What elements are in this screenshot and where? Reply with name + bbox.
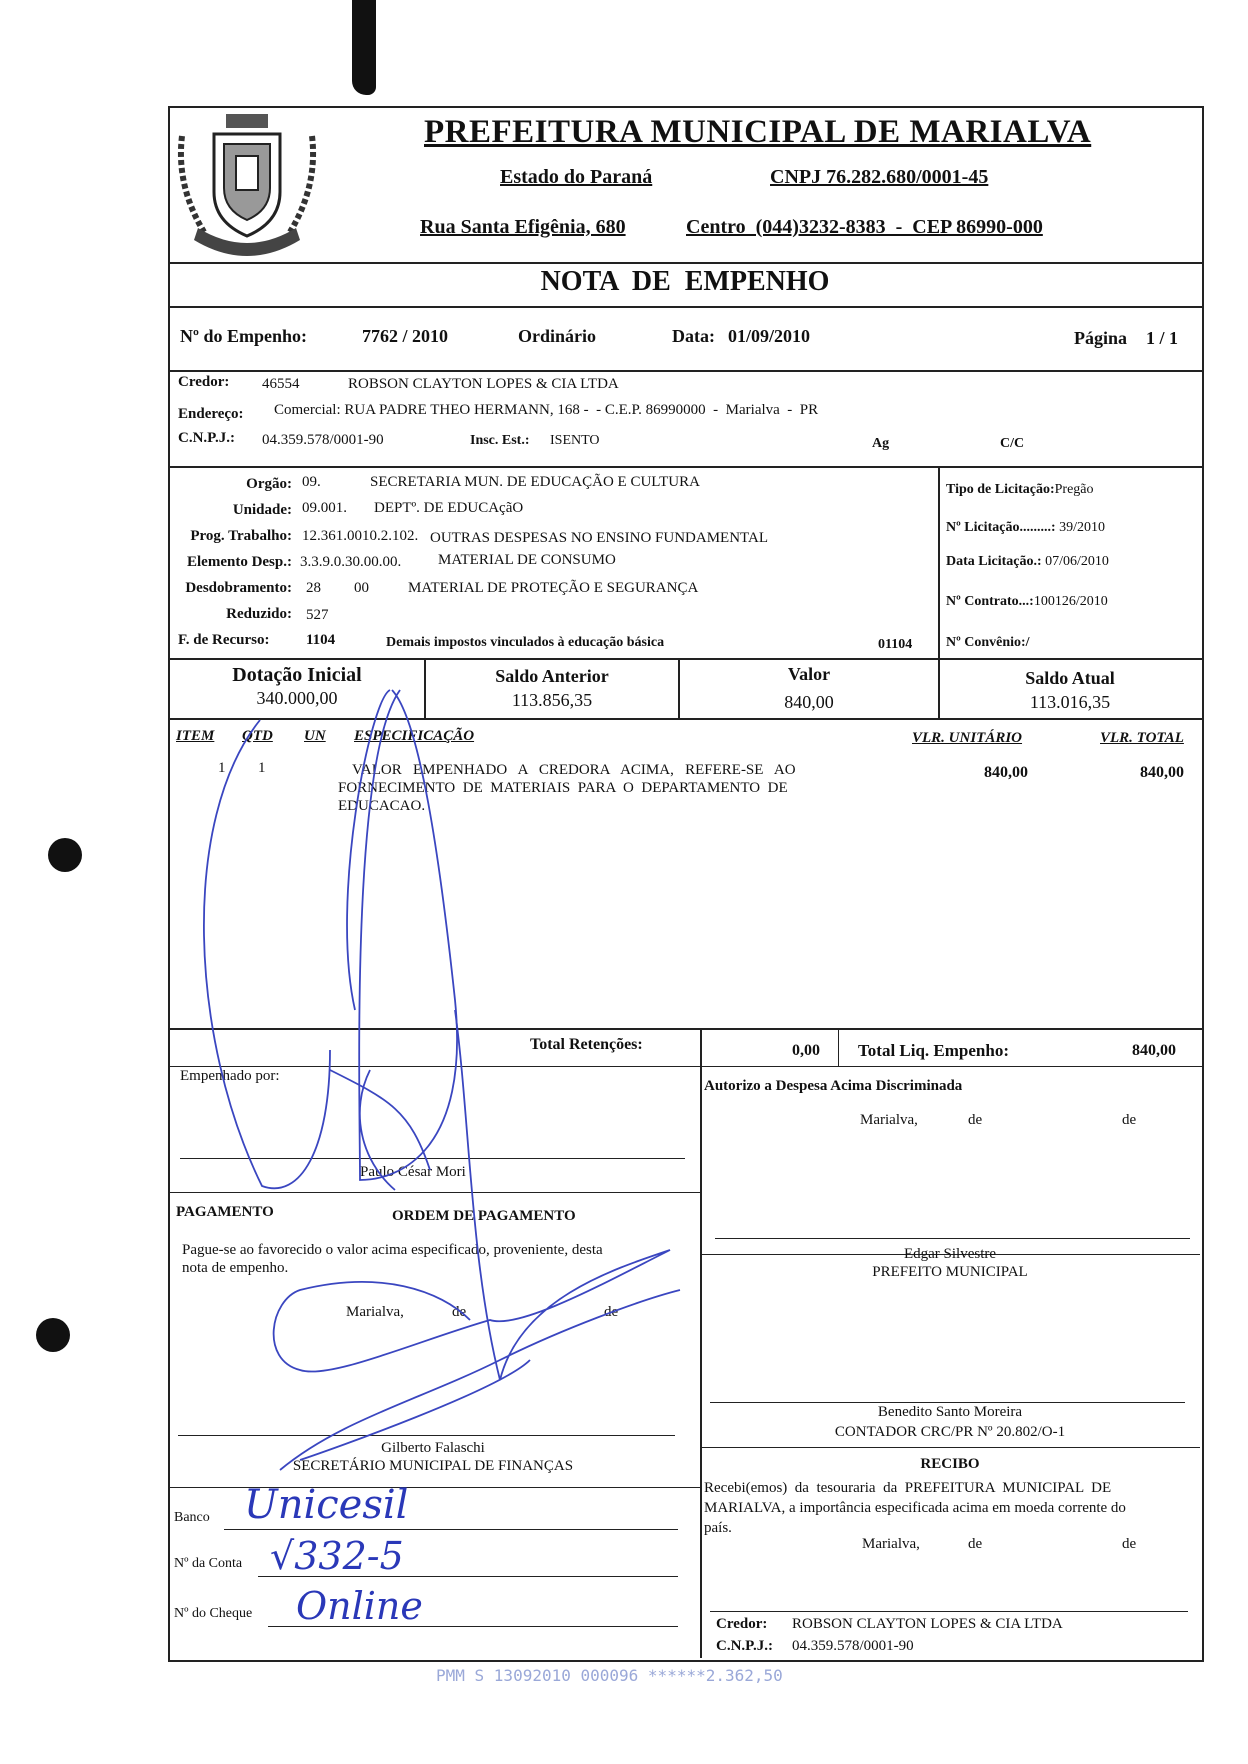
page-number: 1 / 1 (1146, 328, 1179, 348)
item-spec-line-1: VALOR EMPENHADO A CREDORA ACIMA, REFERE-SE AO (352, 762, 796, 778)
item-spec-line-3: EDUCACAO. (338, 798, 426, 814)
desdobramento-label: Desdobramento: (185, 580, 292, 596)
licitacao-contrato: Nº Contrato...:100126/2010 (946, 594, 1108, 609)
recibo-cnpj: 04.359.578/0001-90 (792, 1638, 914, 1654)
prefeito-title: PREFEITO MUNICIPAL (872, 1264, 1028, 1280)
header-contact: Centro (044)3232-8383 - CEP 86990-000 (686, 216, 1043, 238)
valor-value: 840,00 (784, 692, 834, 712)
pagamento-de-1: de (452, 1304, 467, 1320)
item-unit-value: 840,00 (984, 764, 1028, 781)
empenho-type: Ordinário (518, 326, 597, 346)
retencoes-value: 0,00 (792, 1042, 820, 1059)
secretario-title: SECRETÁRIO MUNICIPAL DE FINANÇAS (292, 1458, 574, 1474)
reduzido-value: 527 (306, 607, 329, 623)
saldo-atual-label: Saldo Atual (1025, 668, 1115, 688)
recibo-text-line-1: Recebi(emos) da tesouraria da PREFEITURA MUNICIPAL DE (704, 1480, 1112, 1496)
recurso-label: F. de Recurso: (178, 632, 270, 648)
recibo-title: RECIBO (920, 1456, 980, 1472)
liquido-value: 840,00 (1132, 1042, 1176, 1059)
saldo-atual-value: 113.016,35 (1029, 692, 1111, 712)
elemento-code: 3.3.9.0.30.00.00. (300, 554, 402, 570)
bank-stamp: PMM S 13092010 000096 ******2.362,50 (436, 1666, 783, 1685)
licitacao-data: Data Licitação.: 07/06/2010 (946, 554, 1109, 569)
prog-label: Prog. Trabalho: (190, 528, 292, 544)
saldo-anterior-label: Saldo Anterior (495, 666, 609, 686)
licitacao-convenio: Nº Convênio:/ (946, 635, 1030, 650)
cheque-handwritten: Online (296, 1584, 423, 1628)
elemento-label: Elemento Desp.: (187, 554, 292, 570)
items-header-total: VLR. TOTAL (1100, 730, 1184, 746)
elemento-name: MATERIAL DE CONSUMO (438, 552, 616, 568)
unidade-code: 09.001. (302, 500, 347, 516)
orgao-name: SECRETARIA MUN. DE EDUCAÇÃO E CULTURA (370, 474, 700, 490)
header-title: PREFEITURA MUNICIPAL DE MARIALVA (424, 114, 1092, 150)
dotacao-label: Dotação Inicial (232, 664, 362, 686)
unidade-label: Unidade: (232, 502, 292, 518)
prog-code: 12.361.0010.2.102. (302, 528, 419, 544)
recibo-text-line-2: MARIALVA, a importância especificada acima em moeda corrente do (704, 1500, 1126, 1516)
creditor-insc-label: Insc. Est.: (470, 433, 530, 448)
creditor-cnpj: 04.359.578/0001-90 (262, 432, 384, 448)
banco-label: Banco (174, 1510, 210, 1525)
recibo-credor-label: Credor: (716, 1616, 768, 1632)
desdobramento-name: MATERIAL DE PROTEÇÃO E SEGURANÇA (408, 580, 699, 596)
unidade-name: DEPTº. DE EDUCAçãO (374, 500, 524, 516)
creditor-name: ROBSON CLAYTON LOPES & CIA LTDA (348, 376, 619, 392)
desdobramento-code-1: 28 (306, 580, 321, 596)
header-cnpj: CNPJ 76.282.680/0001-45 (770, 166, 989, 188)
creditor-cc-label: C/C (1000, 436, 1025, 451)
empenho-number: 7762 / 2010 (362, 326, 449, 346)
creditor-label: Credor: (178, 374, 230, 390)
cheque-label: Nº do Cheque (174, 1606, 253, 1621)
creditor-insc: ISENTO (550, 433, 600, 448)
saldo-anterior-value: 113.856,35 (511, 690, 593, 710)
secretario-name: Gilberto Falaschi (381, 1440, 485, 1456)
creditor-ag-label: Ag (872, 436, 890, 451)
punch-hole-top (48, 838, 82, 872)
empenho-number-label: Nº do Empenho: (180, 326, 307, 346)
pagamento-city: Marialva, (346, 1304, 404, 1320)
orgao-code: 09. (302, 474, 321, 490)
desdobramento-code-2: 00 (354, 580, 369, 596)
pagamento-text-line-1: Pague-se ao favorecido o valor acima especificado, proveniente, desta (182, 1242, 603, 1258)
item-qtd: 1 (258, 760, 266, 776)
recibo-credor-name: ROBSON CLAYTON LOPES & CIA LTDA (792, 1616, 1063, 1632)
punch-hole-bottom (36, 1318, 70, 1352)
retencoes-label: Total Retenções: (530, 1036, 643, 1053)
autorizo-de-2: de (1122, 1112, 1137, 1128)
conta-handwritten: √332-5 (270, 1534, 404, 1578)
licitacao-tipo-label: Tipo de Licitação:Pregão (946, 482, 1094, 497)
dotacao-value: 340.000,00 (256, 688, 338, 708)
recurso-code: 1104 (306, 632, 336, 648)
document-title: NOTA DE EMPENHO (540, 266, 830, 297)
recibo-text-line-3: país. (704, 1520, 732, 1536)
coat-of-arms-logo (174, 106, 320, 258)
prog-name: OUTRAS DESPESAS NO ENSINO FUNDAMENTAL (430, 530, 768, 546)
autorizo-label: Autorizo a Despesa Acima Discriminada (704, 1078, 963, 1094)
licitacao-numero: Nº Licitação.........: 39/2010 (946, 520, 1105, 535)
orgao-label: Orgão: (246, 476, 292, 492)
creditor-cnpj-label: C.N.P.J.: (178, 430, 235, 446)
autorizo-de-1: de (968, 1112, 983, 1128)
item-spec-line-2: FORNECIMENTO DE MATERIAIS PARA O DEPARTAMENTO DE (338, 780, 788, 796)
items-header-spec: ESPECIFICAÇÃO (354, 728, 475, 744)
ordem-pagamento-label: ORDEM DE PAGAMENTO (392, 1208, 576, 1224)
items-header-unit: VLR. UNITÁRIO (912, 730, 1023, 746)
prefeito-name: Edgar Silvestre (903, 1246, 997, 1262)
items-header-item: ITEM (176, 728, 215, 744)
header-state: Estado do Paraná (500, 166, 653, 188)
banco-handwritten: Unicesil (244, 1482, 409, 1528)
empenhado-name: Paulo César Mori (360, 1164, 466, 1180)
empenho-date: 01/09/2010 (728, 326, 811, 346)
recibo-city: Marialva, (862, 1536, 920, 1552)
header-address: Rua Santa Efigênia, 680 (420, 216, 626, 238)
creditor-address-label: Endereço: (178, 406, 244, 422)
empenhado-label: Empenhado por: (180, 1068, 280, 1084)
recibo-cnpj-label: C.N.P.J.: (716, 1638, 773, 1654)
items-header-qtd: QTD (242, 728, 273, 744)
item-total-value: 840,00 (1140, 764, 1184, 781)
creditor-address: Comercial: RUA PADRE THEO HERMANN, 168 - - C.E.P. 86990000 - Marialva - PR (274, 402, 819, 418)
valor-label: Valor (787, 664, 831, 684)
pagamento-text-line-2: nota de empenho. (182, 1260, 289, 1276)
scan-artifact (352, 0, 376, 95)
liquido-label: Total Liq. Empenho: (858, 1041, 1009, 1060)
autorizo-city: Marialva, (860, 1112, 918, 1128)
contador-name: Benedito Santo Moreira (877, 1404, 1023, 1420)
contador-title: CONTADOR CRC/PR Nº 20.802/O-1 (834, 1424, 1066, 1440)
empenho-date-label: Data: (672, 326, 715, 346)
reduzido-label: Reduzido: (226, 606, 292, 622)
conta-label: Nº da Conta (174, 1556, 243, 1571)
recurso-ref: 01104 (878, 637, 913, 652)
pagamento-label: PAGAMENTO (176, 1204, 274, 1220)
recurso-name: Demais impostos vinculados à educação básica (386, 635, 665, 650)
creditor-code: 46554 (262, 376, 300, 392)
pagamento-de-2: de (604, 1304, 619, 1320)
items-header-un: UN (304, 728, 326, 744)
item-number: 1 (218, 760, 226, 776)
recibo-de-1: de (968, 1536, 983, 1552)
page-label: Página (1074, 328, 1128, 348)
recibo-de-2: de (1122, 1536, 1137, 1552)
